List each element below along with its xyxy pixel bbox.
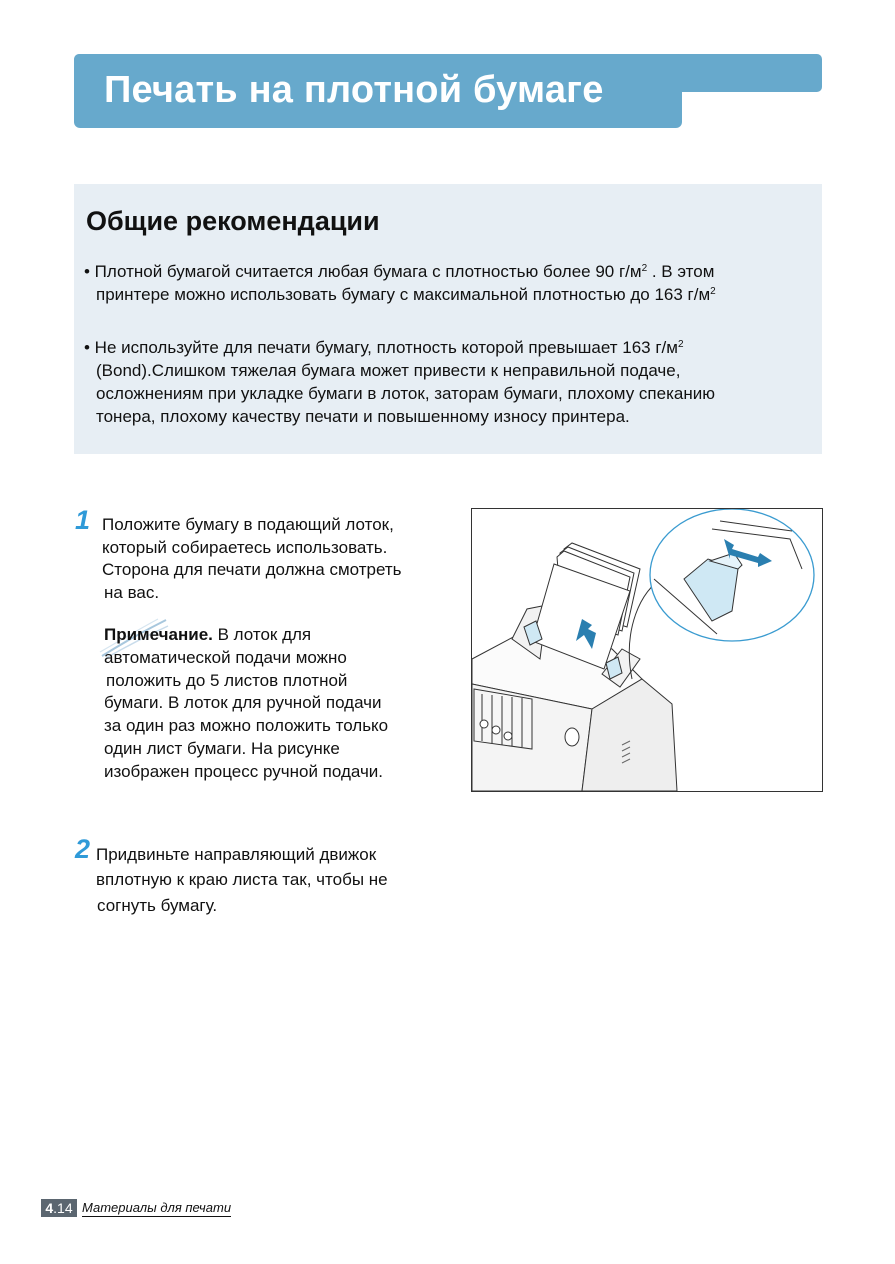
step-1-number: 1: [75, 505, 91, 535]
bullet-2-line-2: (Bond).Слишком тяжелая бумага может привести к неправильной подаче,: [96, 361, 681, 380]
page-title: Печать на плотной бумаге: [104, 69, 604, 111]
step-2-line: вплотную к краю листа так, чтобы не: [96, 869, 388, 889]
recommendations-heading: Общие рекомендации: [86, 206, 380, 236]
note-line: изображен процесс ручной подачи.: [104, 761, 384, 781]
step-2-line: Придвиньте направляющий движок: [96, 845, 377, 864]
bullet-item-2: [84, 336, 810, 428]
note-line: бумаги. В лоток для ручной подачи: [104, 693, 382, 713]
note-line-1: Примечание. В лоток для: [104, 625, 312, 644]
printer-paper-feed-drawing: [472, 509, 822, 791]
note-line: автоматической подачи можно: [104, 647, 347, 667]
bullet-2-line-1: • Не используйте для печати бумагу, плотность которой превышает 163 $г/м^2$: [84, 338, 684, 357]
bullet-1-line-2: принтере можно использовать бумагу с максимальной плотностью до 163 $г/м^2$: [96, 285, 716, 304]
note-line: один лист бумаги. На рисунке: [104, 738, 340, 758]
bullet-2-line-4: тонера, плохому качеству печати и повышенному износу принтера.: [96, 407, 630, 426]
page-title-banner: [74, 54, 822, 128]
note-label: Примечание.: [104, 625, 213, 644]
recommendations-box: [74, 184, 822, 454]
step-1-text: [102, 514, 402, 604]
page-number-badge: 4.14: [41, 1199, 77, 1217]
step-2-text: [96, 843, 388, 919]
note-block: [104, 624, 388, 784]
step-2-number: 2: [75, 834, 91, 864]
printer-illustration: [471, 508, 823, 792]
step-1-line: Сторона для печати должна смотреть: [102, 560, 402, 579]
bullet-1-line-1: • Плотной бумагой считается любая бумага с плотностью более 90 $г/м^2$ . В этом: [84, 262, 715, 281]
footer-section-title: Материалы для печати: [82, 1200, 232, 1215]
step-2-line: согнуть бумагу.: [97, 896, 218, 915]
note-line: за один раз можно положить только: [104, 716, 389, 736]
step-1-line: на вас.: [104, 582, 160, 602]
bullet-item-1: [84, 260, 810, 306]
step-1-line: Положите бумагу в подающий лоток,: [102, 515, 394, 534]
bullet-2-line-3: осложнениям при укладке бумаги в лоток, заторам бумаги, плохому спеканию: [96, 384, 715, 403]
step-1-line: который собираетесь использовать.: [102, 537, 388, 557]
note-line: положить до 5 листов плотной: [106, 670, 348, 690]
